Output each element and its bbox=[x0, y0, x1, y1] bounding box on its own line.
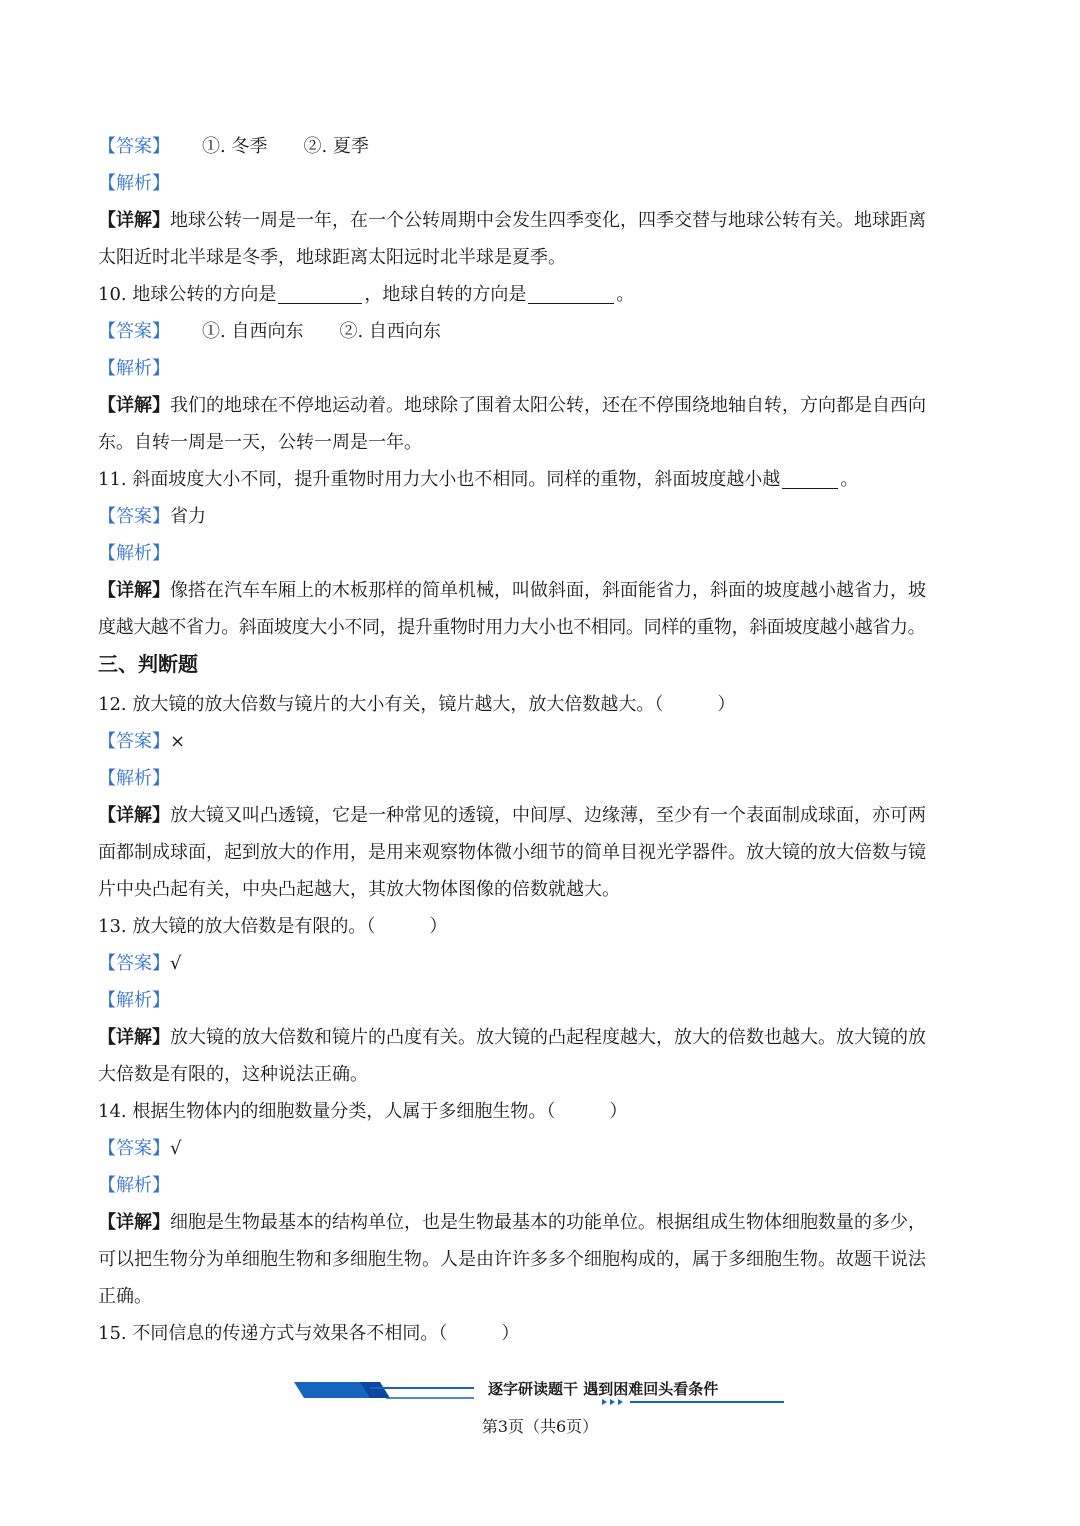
q9-detail-text-1: 地球公转一周是一年，在一个公转周期中会发生四季变化，四季交替与地球公转有关。地球距离 bbox=[170, 210, 926, 231]
q14-detail-text-3: 正确。 bbox=[98, 1286, 152, 1307]
q10-answer-line bbox=[98, 313, 982, 350]
analysis-tag: 【解析】 bbox=[98, 768, 170, 789]
q11-blank bbox=[782, 466, 838, 489]
q14-detail-line-1 bbox=[98, 1204, 982, 1241]
q12-detail-text-3: 片中央凸起有关，中央凸起越大，其放大物体图像的倍数就越大。 bbox=[98, 879, 620, 900]
q13-detail-text-2: 大倍数是有限的，这种说法正确。 bbox=[98, 1064, 368, 1085]
q14-detail-text-2: 可以把生物分为单细胞生物和多细胞生物。人是由许许多多个细胞构成的，属于多细胞生物。故题干说法 bbox=[98, 1249, 926, 1270]
analysis-tag: 【解析】 bbox=[98, 173, 170, 194]
q14-question-text: 14. 根据生物体内的细胞数量分类，人属于多细胞生物。（ ） bbox=[98, 1101, 628, 1122]
analysis-tag: 【解析】 bbox=[98, 1175, 170, 1196]
q11-detail-text-2: 度越大越不省力。斜面坡度大小不同，提升重物时用力大小也不相同。同样的重物，斜面坡度越小越省力。 bbox=[98, 617, 926, 638]
q9-answer-1: ①. 冬季 bbox=[202, 136, 268, 157]
answer-tag: 【答案】 bbox=[98, 321, 170, 342]
q13-question bbox=[98, 908, 982, 945]
q10-detail-text-1: 我们的地球在不停地运动着。地球除了围着太阳公转，还在不停围绕地轴自转，方向都是自西向 bbox=[170, 395, 926, 416]
q10-question-part-1: 10. 地球公转的方向是 bbox=[98, 284, 277, 305]
q10-analysis-line bbox=[98, 350, 982, 387]
q14-detail-text-1: 细胞是生物最基本的结构单位，也是生物最基本的功能单位。根据组成生物体细胞数量的多少， bbox=[170, 1212, 926, 1233]
q10-answer-1: ①. 自西向东 bbox=[202, 321, 304, 342]
q15-question bbox=[98, 1315, 982, 1352]
answer-tag: 【答案】 bbox=[98, 506, 170, 527]
footer-slogan: 逐字研读题干 遇到困难回头看条件 bbox=[488, 1380, 719, 1398]
q12-answer-line bbox=[98, 723, 982, 760]
q9-answer-2: ②. 夏季 bbox=[303, 136, 369, 157]
q13-answer: √ bbox=[170, 953, 182, 974]
q12-detail-text-2: 面都制成球面，起到放大的作用，是用来观察物体微小细节的简单目视光学器件。放大镜的放大倍数与镜 bbox=[98, 842, 926, 863]
detail-tag: 【详解】 bbox=[98, 805, 170, 826]
analysis-tag: 【解析】 bbox=[98, 358, 170, 379]
answer-tag: 【答案】 bbox=[98, 731, 170, 752]
q14-question bbox=[98, 1093, 982, 1130]
page-number: 第3页（共6页） bbox=[481, 1417, 599, 1436]
q9-analysis-line bbox=[98, 165, 982, 202]
q12-analysis-line bbox=[98, 760, 982, 797]
q10-blank-2 bbox=[528, 281, 614, 304]
q10-blank-1 bbox=[278, 281, 362, 304]
q15-question-text: 15. 不同信息的传递方式与效果各不相同。（ ） bbox=[98, 1323, 520, 1344]
q14-answer-line bbox=[98, 1130, 982, 1167]
q11-question bbox=[98, 461, 982, 498]
q11-question-part-2: 。 bbox=[840, 469, 859, 490]
q9-detail-text-2: 太阳近时北半球是冬季，地球距离太阳远时北半球是夏季。 bbox=[98, 247, 566, 268]
q12-detail-line-1 bbox=[98, 797, 982, 834]
detail-tag: 【详解】 bbox=[98, 1027, 170, 1048]
q10-question-part-3: 。 bbox=[616, 284, 635, 305]
q14-detail-line-3 bbox=[98, 1278, 982, 1315]
detail-tag: 【详解】 bbox=[98, 395, 170, 416]
answer-tag: 【答案】 bbox=[98, 953, 170, 974]
q11-detail-line-2 bbox=[98, 609, 982, 646]
q14-answer: √ bbox=[170, 1138, 182, 1159]
answer-tag: 【答案】 bbox=[98, 1138, 170, 1159]
q12-question bbox=[98, 686, 982, 723]
q9-detail-line-2 bbox=[98, 239, 982, 276]
detail-tag: 【详解】 bbox=[98, 210, 170, 231]
q11-answer-line bbox=[98, 498, 982, 535]
q12-detail-text-1: 放大镜又叫凸透镜，它是一种常见的透镜，中间厚、边缘薄，至少有一个表面制成球面，亦可两 bbox=[170, 805, 926, 826]
q14-analysis-line bbox=[98, 1167, 982, 1204]
detail-tag: 【详解】 bbox=[98, 1212, 170, 1233]
detail-tag: 【详解】 bbox=[98, 580, 170, 601]
answer-tag: 【答案】 bbox=[98, 136, 170, 157]
q14-detail-line-2 bbox=[98, 1241, 982, 1278]
q9-answer-line bbox=[98, 128, 982, 165]
q13-analysis-line bbox=[98, 982, 982, 1019]
q10-question-part-2: ，地球自转的方向是 bbox=[364, 284, 527, 305]
section-heading-judgement: 三、判断题 bbox=[98, 652, 198, 676]
q11-detail-line-1 bbox=[98, 572, 982, 609]
q12-answer: × bbox=[170, 731, 186, 752]
q10-detail-line-1 bbox=[98, 387, 982, 424]
q12-detail-line-2 bbox=[98, 834, 982, 871]
q11-answer: 省力 bbox=[170, 506, 206, 527]
q13-question-text: 13. 放大镜的放大倍数是有限的。（ ） bbox=[98, 916, 448, 937]
q11-detail-text-1: 像搭在汽车车厢上的木板那样的简单机械，叫做斜面，斜面能省力，斜面的坡度越小越省力，坡 bbox=[170, 580, 926, 601]
q10-answer-2: ②. 自西向东 bbox=[339, 321, 441, 342]
q10-detail-line-2 bbox=[98, 424, 982, 461]
q13-detail-line-1 bbox=[98, 1019, 982, 1056]
q10-question bbox=[98, 276, 982, 313]
q13-answer-line bbox=[98, 945, 982, 982]
q13-detail-text-1: 放大镜的放大倍数和镜片的凸度有关。放大镜的凸起程度越大，放大的倍数也越大。放大镜的放 bbox=[170, 1027, 926, 1048]
analysis-tag: 【解析】 bbox=[98, 543, 170, 564]
q9-detail-line-1 bbox=[98, 202, 982, 239]
q13-detail-line-2 bbox=[98, 1056, 982, 1093]
q12-question-text: 12. 放大镜的放大倍数与镜片的大小有关，镜片越大，放大倍数越大。（ ） bbox=[98, 694, 736, 715]
q11-question-part-1: 11. 斜面坡度大小不同，提升重物时用力大小也不相同。同样的重物，斜面坡度越小越 bbox=[98, 469, 781, 490]
q10-detail-text-2: 东。自转一周是一天，公转一周是一年。 bbox=[98, 432, 422, 453]
q11-analysis-line bbox=[98, 535, 982, 572]
q12-detail-line-3 bbox=[98, 871, 982, 908]
document-page bbox=[98, 128, 982, 1352]
analysis-tag: 【解析】 bbox=[98, 990, 170, 1011]
page-footer bbox=[290, 1374, 790, 1444]
